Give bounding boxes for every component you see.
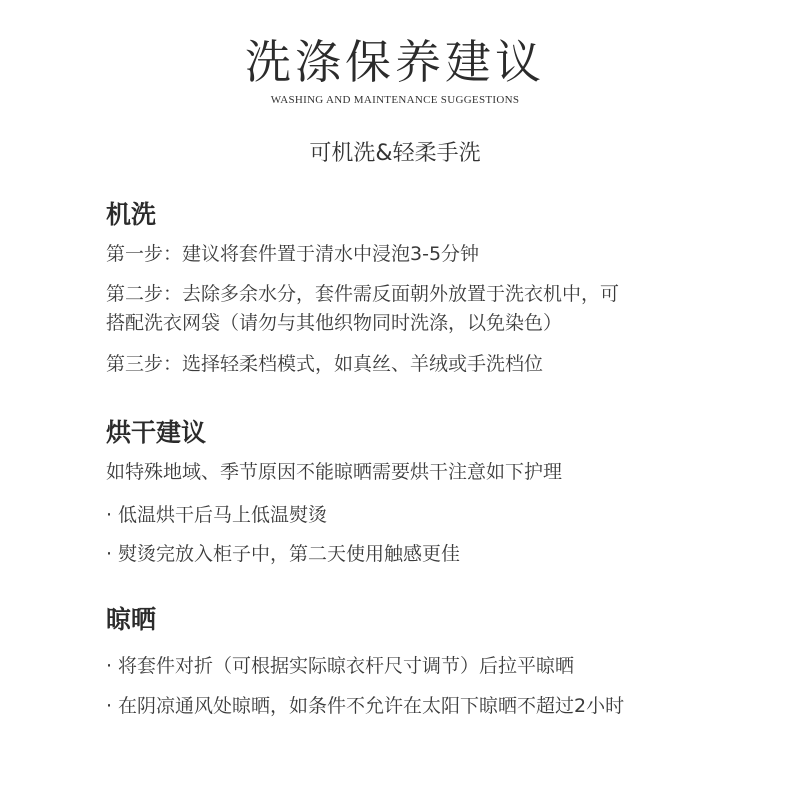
page-subtitle-english: WASHING AND MAINTENANCE SUGGESTIONS [270, 94, 520, 106]
drying-heading: 烘干建议 [106, 418, 207, 447]
drying-intro: 如特殊地域、季节原因不能晾晒需要烘干注意如下护理 [106, 461, 563, 483]
machine-wash-step-1: 第一步：建议将套件置于清水中浸泡3-5分钟 [106, 243, 480, 265]
bullet-dot-icon: · [106, 655, 113, 677]
machine-wash-step-2-line-1: 第二步：去除多余水分，套件需反面朝外放置于洗衣机中，可 [106, 283, 620, 305]
drying-bullet-2 [106, 539, 460, 569]
page-tagline: 可机洗&轻柔手洗 [309, 141, 481, 166]
machine-wash-step-2-line-2: 搭配洗衣网袋（请勿与其他织物同时洗涤，以免染色） [106, 312, 563, 334]
bullet-dot-icon: · [106, 695, 113, 717]
airing-bullet-2-text: 在阴凉通风处晾晒，如条件不允许在太阳下晾晒不超过2小时 [118, 695, 625, 717]
machine-wash-step-3: 第三步：选择轻柔档模式，如真丝、羊绒或手洗档位 [106, 353, 544, 375]
airing-bullet-2 [106, 691, 624, 721]
drying-bullet-2-text: 熨烫完放入柜子中，第二天使用触感更佳 [118, 543, 461, 565]
airing-bullet-1 [106, 651, 574, 681]
page-title: 洗涤保养建议 [245, 35, 545, 89]
drying-bullet-1-text: 低温烘干后马上低温熨烫 [118, 504, 328, 526]
bullet-dot-icon: · [106, 543, 113, 565]
airing-bullet-1-text: 将套件对折（可根据实际晾衣杆尺寸调节）后拉平晾晒 [118, 655, 575, 677]
drying-bullet-1 [106, 500, 327, 530]
bullet-dot-icon: · [106, 504, 113, 526]
machine-wash-heading: 机洗 [106, 200, 157, 229]
airing-heading: 晾晒 [106, 605, 157, 634]
